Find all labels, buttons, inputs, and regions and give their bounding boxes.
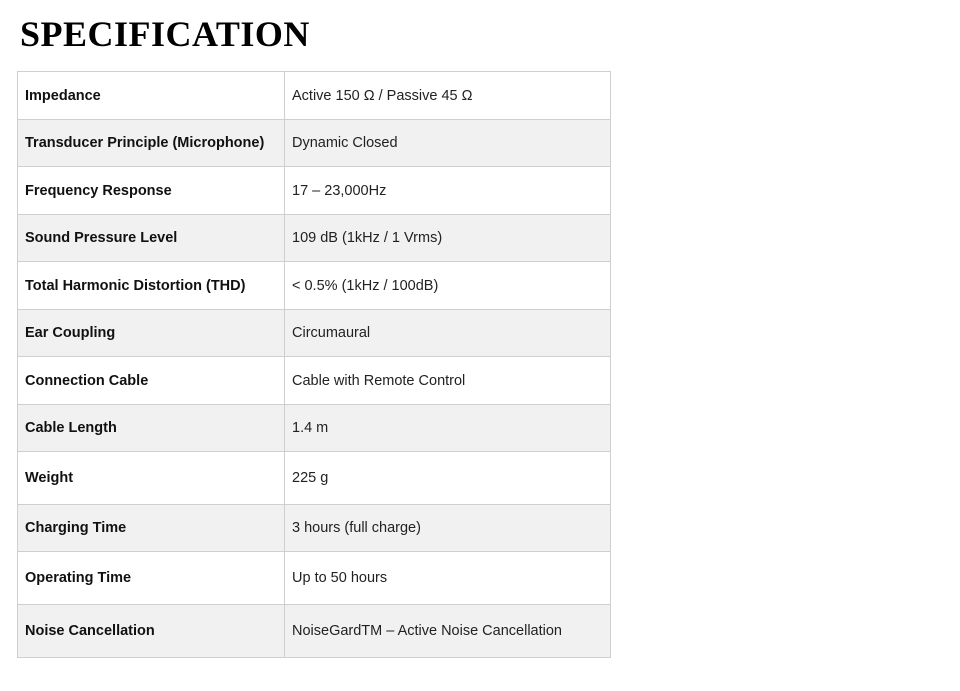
- table-row: [18, 262, 611, 310]
- page-title: SPECIFICATION: [20, 14, 310, 54]
- spec-value-thd: < 0.5% (1kHz / 100dB): [285, 262, 611, 310]
- spec-label-noise-cancellation: Noise Cancellation: [18, 605, 285, 658]
- spec-label-sound-pressure-level: Sound Pressure Level: [18, 215, 285, 262]
- specification-table: [17, 71, 611, 658]
- spec-value-weight: 225 g: [285, 452, 611, 505]
- spec-value-operating-time: Up to 50 hours: [285, 552, 611, 605]
- table-row: [18, 405, 611, 452]
- spec-value-noise-cancellation: NoiseGardTM – Active Noise Cancellation: [285, 605, 611, 658]
- table-row: [18, 215, 611, 262]
- spec-label-cable-length: Cable Length: [18, 405, 285, 452]
- table-row: [18, 505, 611, 552]
- spec-value-cable-length: 1.4 m: [285, 405, 611, 452]
- table-row: [18, 310, 611, 357]
- spec-value-connection-cable: Cable with Remote Control: [285, 357, 611, 405]
- spec-label-thd: Total Harmonic Distortion (THD): [18, 262, 285, 310]
- spec-label-weight: Weight: [18, 452, 285, 505]
- table-row: [18, 167, 611, 215]
- table-row: [18, 357, 611, 405]
- spec-label-impedance: Impedance: [18, 72, 285, 120]
- spec-value-frequency-response: 17 – 23,000Hz: [285, 167, 611, 215]
- spec-label-ear-coupling: Ear Coupling: [18, 310, 285, 357]
- spec-label-frequency-response: Frequency Response: [18, 167, 285, 215]
- spec-label-charging-time: Charging Time: [18, 505, 285, 552]
- spec-value-sound-pressure-level: 109 dB (1kHz / 1 Vrms): [285, 215, 611, 262]
- spec-value-impedance: Active 150 Ω / Passive 45 Ω: [285, 72, 611, 120]
- spec-label-operating-time: Operating Time: [18, 552, 285, 605]
- spec-value-ear-coupling: Circumaural: [285, 310, 611, 357]
- spec-label-connection-cable: Connection Cable: [18, 357, 285, 405]
- table-row: [18, 552, 611, 605]
- table-row: [18, 452, 611, 505]
- spec-label-transducer-principle: Transducer Principle (Microphone): [18, 120, 285, 167]
- table-row: [18, 605, 611, 658]
- table-row: [18, 120, 611, 167]
- spec-value-transducer-principle: Dynamic Closed: [285, 120, 611, 167]
- table-row: [18, 72, 611, 120]
- spec-value-charging-time: 3 hours (full charge): [285, 505, 611, 552]
